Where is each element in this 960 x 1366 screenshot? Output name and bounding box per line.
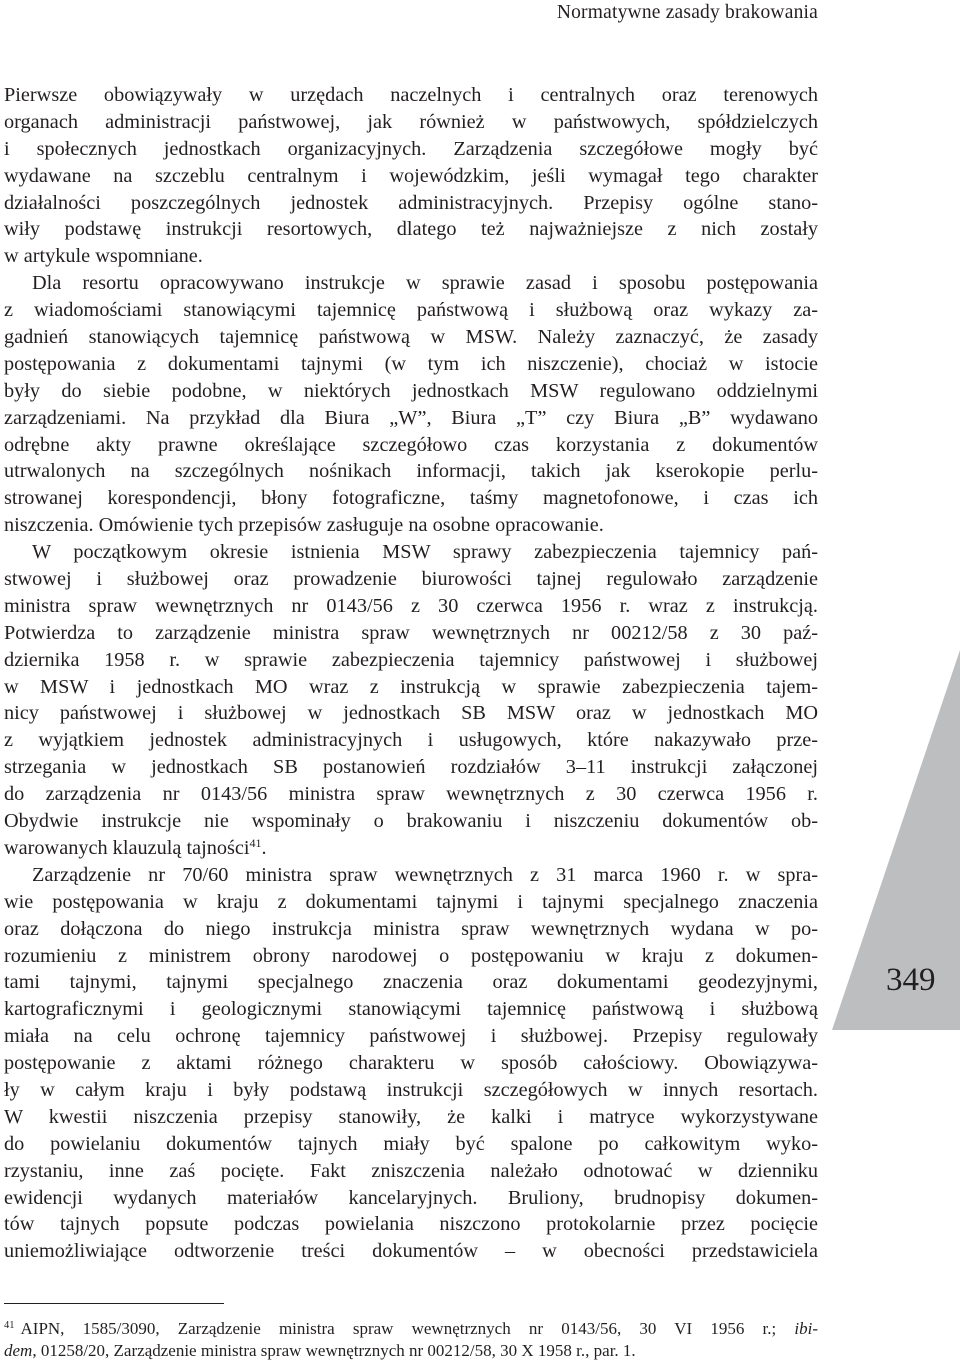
text-line: Obydwie instrukcje nie wspominały o brakowaniu i niszczeniu dokumentów ob- bbox=[4, 810, 818, 833]
footnote-italic: ibi- bbox=[794, 1319, 818, 1338]
text-line bbox=[4, 835, 818, 862]
text-line: Pierwsze obowiązywały w urzędach naczelnych i centralnych oraz terenowych bbox=[4, 84, 818, 106]
footnote-line bbox=[4, 1318, 818, 1340]
text-line: oraz dołączona do niego instrukcja ministra spraw wewnętrznych wydana w po- bbox=[4, 917, 818, 940]
text-line: zarządzeniami. Na przykład dla Biura „W”, Biura „T” czy Biura „B” wydawano bbox=[4, 406, 818, 429]
text-line: postępowania z dokumentami tajnymi (w tym ich niszczenie), chociaż w istocie bbox=[4, 352, 818, 375]
text-line-content: warowanych klauzulą tajności bbox=[4, 836, 250, 859]
text-line: strowanej korespondencji, błony fotograficzne, taśmy magnetofonowe, i czas ich bbox=[4, 487, 818, 510]
text-line: uniemożliwiające odtworzenie treści dokumentów – w obecności przedstawiciela bbox=[4, 1240, 818, 1263]
text-line: z wiadomościami stanowiącymi tajemnicę państwową i służbową oraz wykazy za- bbox=[4, 299, 818, 322]
text-line: Dla resortu opracowywano instrukcje w sprawie zasad i sposobu postępowania bbox=[32, 272, 818, 295]
footnote-italic: dem bbox=[4, 1341, 33, 1360]
text-line: do powielaniu dokumentów tajnych miały być spalone po całkowitym wyko- bbox=[4, 1132, 818, 1155]
text-line: stwowej i służbowej oraz prowadzenie biurowości tajnej regulowało zarządzenie bbox=[4, 568, 818, 591]
text-line: Zarządzenie nr 70/60 ministra spraw wewnętrznych z 31 marca 1960 r. w spra- bbox=[32, 863, 818, 886]
footnote-number: 41 bbox=[4, 1320, 15, 1331]
text-line: tów tajnych popsute podczas powielania niszczono protokolarnie przez pocięcie bbox=[4, 1213, 818, 1236]
footnotes bbox=[4, 1318, 818, 1362]
text-line: ministra spraw wewnętrznych nr 0143/56 z 30 czerwca 1956 r. wraz z instrukcją. bbox=[4, 594, 818, 617]
footnote-line bbox=[4, 1340, 818, 1362]
text-line: do zarządzenia nr 0143/56 ministra spraw wewnętrznych z 30 czerwca 1956 r. bbox=[4, 783, 818, 806]
text-line: dziernika 1958 r. w sprawie zabezpieczenia tajemnicy państwowej i służbowej bbox=[4, 648, 818, 671]
text-line: wie postępowania w kraju z dokumentami tajnymi i tajnymi specjalnego znaczenia bbox=[4, 890, 818, 913]
body-text bbox=[4, 82, 818, 1265]
text-line: rzystaniu, inne zaś pocięte. Fakt zniszczenia należało odnotować w dzienniku bbox=[4, 1159, 818, 1182]
text-line: wiły podstawę instrukcji resortowych, dlatego też najważniejsze z nich zostały bbox=[4, 218, 818, 241]
text-line: W kwestii niszczenia przepisy stanowiły, że kalki i matryce wykorzystywane bbox=[4, 1105, 818, 1128]
text-line: kartograficznymi i geologicznymi stanowiącymi tajemnicę państwową i służbową bbox=[4, 998, 818, 1021]
text-line: organach administracji państwowej, jak również w państwowych, spółdzielczych bbox=[4, 110, 818, 133]
text-line: ewidencji wydanych materiałów kancelaryjnych. Bruliony, brudnopisy dokumen- bbox=[4, 1186, 818, 1209]
text-line: rozumieniu z ministrem obrony narodowej o postępowaniu w kraju z dokumen- bbox=[4, 944, 818, 967]
text-line: nicy państwowej i służbowej w jednostkach SB MSW oraz w jednostkach MO bbox=[4, 702, 818, 725]
text-line: były do siebie podobne, w niektórych jednostkach MSW regulowano oddzielnymi bbox=[4, 379, 818, 402]
text-line: działalności poszczególnych jednostek administracyjnych. Przepisy ogólne stano- bbox=[4, 191, 818, 214]
text-line: strzegania w jednostkach SB postanowień rozdziałów 3–11 instrukcji załączonej bbox=[4, 756, 818, 779]
text-line: gadnień stanowiących tajemnicę państwową w MSW. Należy zaznaczyć, że zasady bbox=[4, 326, 818, 349]
text-line: i społecznych jednostkach organizacyjnych. Zarządzenia szczegółowe mogły być bbox=[4, 137, 818, 160]
text-line: W początkowym okresie istnienia MSW sprawy zabezpieczenia tajemnicy pań- bbox=[32, 541, 818, 564]
text-line: utrwalonych na szczególnych nośnikach informacji, takich jak kserokopie perlu- bbox=[4, 460, 818, 483]
text-line: tami tajnymi, tajnymi specjalnego znaczenia oraz dokumentami geodezyjnymi, bbox=[4, 971, 818, 994]
text-line: miała na celu ochronę tajemnicy państwowej i służbowej. Przepisy regulowały bbox=[4, 1025, 818, 1048]
text-line: ły w całym kraju i były podstawą instrukcji szczegółowych w innych resortach. bbox=[4, 1078, 818, 1101]
text-line: z wyjątkiem jednostek administracyjnych i usługowych, które nakazywało prze- bbox=[4, 729, 818, 752]
page-number: 349 bbox=[886, 962, 936, 998]
text-line: w artykule wspomniane. bbox=[4, 245, 203, 268]
footnote-text: AIPN, 1585/3090, Zarządzenie ministra spraw wewnętrznych nr 0143/56, 30 VI 1956 r.; bbox=[20, 1319, 777, 1338]
text-line: wydawane na szczeblu centralnym i wojewódzkim, jeśli wymagał tego charakter bbox=[4, 164, 818, 187]
text-line: odrębne akty prawne określające szczegółowo czas korzystania z dokumentów bbox=[4, 433, 818, 456]
line-end-period: . bbox=[261, 836, 267, 859]
text-line: postępowanie z aktami różnego charakteru w sposób całościowy. Obowiązywa- bbox=[4, 1052, 818, 1075]
footnote-divider bbox=[4, 1303, 224, 1304]
footnote-reference[interactable]: 41 bbox=[249, 835, 262, 850]
text-line: w MSW i jednostkach MO wraz z instrukcją w sprawie zabezpieczenia tajem- bbox=[4, 675, 818, 698]
running-head: Normatywne zasady brakowania bbox=[556, 2, 818, 23]
footnote-text: , 01258/20, Zarządzenie ministra spraw wewnętrznych nr 00212/58, 30 X 1958 r., par. 1. bbox=[32, 1341, 636, 1360]
text-line: niszczenia. Omówienie tych przepisów zasługuje na osobne opracowanie. bbox=[4, 514, 604, 537]
text-line: Potwierdza to zarządzenie ministra spraw wewnętrznych nr 00212/58 z 30 paź- bbox=[4, 621, 818, 644]
